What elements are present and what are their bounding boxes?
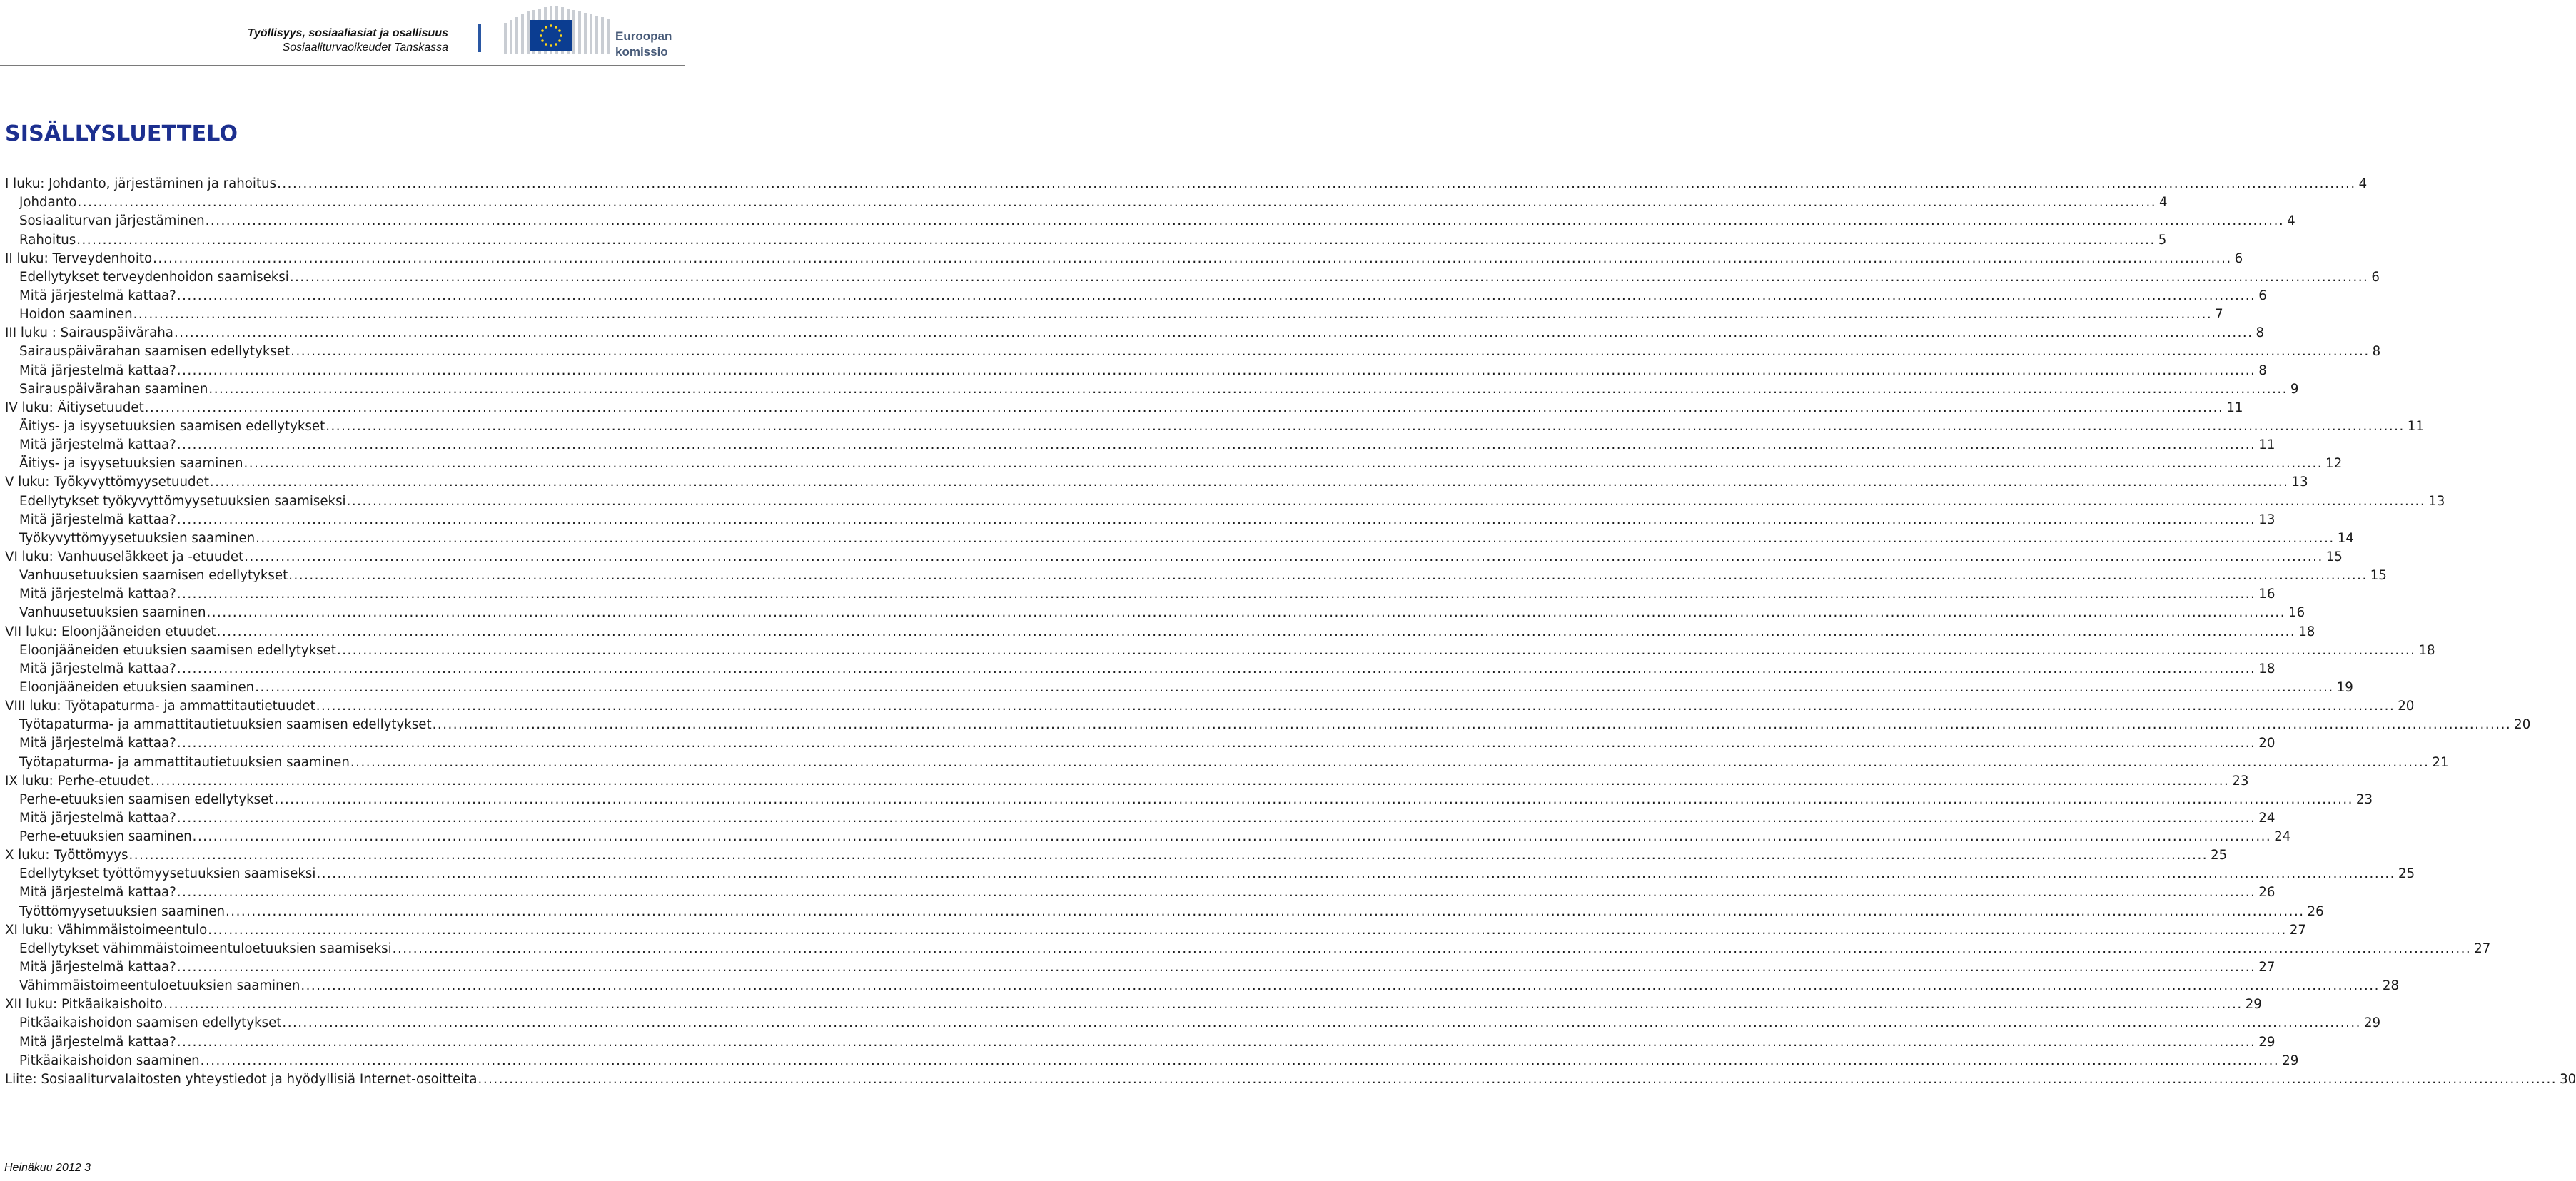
toc-entry-title: Liite: Sosiaaliturvalaitosten yhteystiedot ja hyödyllisiä Internet-osoitteita	[5, 1071, 478, 1087]
logo-text-line2: komissio	[615, 45, 668, 59]
toc-entry-page: 20	[2398, 699, 2415, 714]
eu-flag-icon	[530, 20, 572, 51]
toc-entry-title: IX luku: Perhe-etuudet	[5, 773, 150, 789]
toc-entry[interactable]	[5, 958, 2276, 977]
toc-entry-page: 25	[2398, 866, 2415, 882]
toc-entry-title: Mitä järjestelmä kattaa?	[19, 587, 176, 602]
logo-text	[615, 29, 672, 60]
toc-leader-dots: ................................................................................................................................................................................................................................................................................................................................................................................................................	[289, 269, 2369, 285]
table-of-contents	[5, 175, 2576, 1089]
toc-entry[interactable]	[5, 567, 2387, 585]
toc-entry-page: 20	[2258, 736, 2276, 751]
toc-entry[interactable]	[5, 399, 2243, 417]
toc-leader-dots: ................................................................................................................................................................................................................................................................................................................................................................................................................	[176, 885, 2256, 901]
toc-entry-title: Mitä järjestelmä kattaa?	[19, 288, 176, 303]
toc-entry-title: Työtapaturma- ja ammattitautietuuksien saamisen edellytykset	[19, 717, 432, 733]
toc-entry[interactable]	[5, 716, 2531, 734]
toc-leader-dots: ................................................................................................................................................................................................................................................................................................................................................................................................................	[176, 736, 2256, 751]
toc-leader-dots: ................................................................................................................................................................................................................................................................................................................................................................................................................	[205, 213, 2285, 229]
toc-entry[interactable]	[5, 1014, 2381, 1033]
toc-entry-page: 18	[2298, 624, 2315, 639]
toc-entry[interactable]	[5, 548, 2343, 567]
toc-entry[interactable]	[5, 305, 2223, 324]
toc-entry-title: Sairauspäivärahan saaminen	[19, 381, 208, 397]
toc-entry-page: 13	[2428, 493, 2445, 509]
toc-entry-page: 8	[2256, 325, 2265, 341]
toc-leader-dots: ................................................................................................................................................................................................................................................................................................................................................................................................................	[133, 307, 2213, 323]
toc-entry-title: Mitä järjestelmä kattaa?	[19, 810, 176, 826]
toc-entry-page: 29	[2258, 1034, 2276, 1050]
toc-entry-title: VI luku: Vanhuuseläkkeet ja -etuudet	[5, 549, 244, 564]
toc-entry-page: 16	[2288, 605, 2305, 621]
toc-entry[interactable]	[5, 828, 2291, 846]
toc-entry-title: Johdanto	[19, 195, 77, 211]
toc-entry-title: Mitä järjestelmä kattaa?	[19, 363, 176, 378]
toc-entry[interactable]	[5, 585, 2276, 604]
toc-leader-dots: ................................................................................................................................................................................................................................................................................................................................................................................................................	[208, 922, 2287, 938]
toc-entry-title: Edellytykset työkyvyttömyysetuuksien saamiseksi	[19, 493, 346, 509]
toc-entry-page: 29	[2282, 1053, 2299, 1068]
toc-entry-title: IV luku: Äitiysetuudet	[5, 400, 144, 415]
toc-entry-title: Mitä järjestelmä kattaa?	[19, 960, 176, 975]
toc-entry-page: 5	[2158, 232, 2167, 248]
toc-entry-page: 15	[2370, 568, 2387, 584]
toc-leader-dots: ................................................................................................................................................................................................................................................................................................................................................................................................................	[336, 642, 2416, 658]
toc-leader-dots: ................................................................................................................................................................................................................................................................................................................................................................................................................	[176, 810, 2256, 826]
toc-entry-page: 25	[2211, 848, 2228, 863]
header-divider	[478, 24, 481, 52]
toc-entry[interactable]	[5, 642, 2435, 660]
toc-leader-dots: ................................................................................................................................................................................................................................................................................................................................................................................................................	[478, 1071, 2557, 1087]
toc-entry-title: VIII luku: Työtapaturma- ja ammattitautietuudet	[5, 699, 315, 714]
toc-entry-page: 6	[2371, 269, 2380, 285]
toc-entry-page: 8	[2258, 363, 2267, 378]
toc-entry[interactable]	[5, 455, 2343, 473]
toc-entry[interactable]	[5, 753, 2449, 771]
toc-entry-title: Perhe-etuuksien saamisen edellytykset	[19, 791, 274, 807]
toc-leader-dots: ................................................................................................................................................................................................................................................................................................................................................................................................................	[277, 176, 2356, 192]
toc-leader-dots: ................................................................................................................................................................................................................................................................................................................................................................................................................	[325, 418, 2405, 434]
header-title-block	[248, 26, 448, 55]
toc-leader-dots: ................................................................................................................................................................................................................................................................................................................................................................................................................	[176, 437, 2256, 453]
toc-leader-dots: ................................................................................................................................................................................................................................................................................................................................................................................................................	[255, 679, 2334, 695]
header-subtitle: Sosiaaliturvaoikeudet Tanskassa	[282, 41, 448, 54]
toc-leader-dots: ................................................................................................................................................................................................................................................................................................................................................................................................................	[256, 530, 2335, 546]
toc-entry-page: 13	[2291, 475, 2308, 490]
toc-entry[interactable]	[5, 212, 2295, 230]
page-footer: Heinäkuu 2012 3	[4, 1162, 91, 1174]
toc-entry-page: 19	[2336, 679, 2353, 695]
toc-entry[interactable]	[5, 324, 2265, 343]
toc-entry[interactable]	[5, 1052, 2299, 1070]
toc-entry[interactable]	[5, 791, 2373, 809]
toc-entry-title: Mitä järjestelmä kattaa?	[19, 736, 176, 751]
toc-entry-page: 4	[2159, 195, 2168, 211]
toc-entry-title: III luku : Sairauspäiväraha	[5, 325, 173, 341]
toc-entry-page: 6	[2234, 250, 2243, 266]
toc-entry[interactable]	[5, 622, 2315, 641]
toc-entry[interactable]	[5, 921, 2306, 940]
toc-entry[interactable]	[5, 268, 2380, 287]
toc-entry-title: XII luku: Pitkäaikaishoito	[5, 997, 163, 1013]
toc-entry-title: Eloonjääneiden etuuksien saaminen	[19, 679, 255, 695]
toc-leader-dots: ................................................................................................................................................................................................................................................................................................................................................................................................................	[76, 232, 2156, 248]
toc-entry-page: 20	[2514, 717, 2531, 733]
toc-entry-page: 26	[2307, 903, 2324, 919]
toc-leader-dots: ................................................................................................................................................................................................................................................................................................................................................................................................................	[208, 381, 2288, 397]
toc-entry-title: Edellytykset vähimmäistoimeentuloetuuksien saamiseksi	[19, 941, 392, 956]
toc-entry[interactable]	[5, 940, 2491, 958]
toc-entry-page: 29	[2245, 997, 2262, 1013]
toc-entry[interactable]	[5, 995, 2262, 1014]
toc-heading: SISÄLLYSLUETTELO	[5, 121, 238, 146]
toc-leader-dots: ................................................................................................................................................................................................................................................................................................................................................................................................................	[300, 978, 2380, 994]
toc-entry[interactable]	[5, 883, 2276, 902]
toc-entry[interactable]	[5, 529, 2354, 548]
toc-entry-title: V luku: Työkyvyttömyysetuudet	[5, 475, 209, 490]
toc-leader-dots: ................................................................................................................................................................................................................................................................................................................................................................................................................	[163, 997, 2243, 1013]
toc-entry-title: Työttömyysetuuksien saaminen	[19, 903, 225, 919]
toc-entry[interactable]	[5, 473, 2308, 492]
toc-leader-dots: ................................................................................................................................................................................................................................................................................................................................................................................................................	[176, 363, 2256, 378]
toc-entry[interactable]	[5, 436, 2276, 455]
toc-entry[interactable]	[5, 193, 2168, 212]
toc-leader-dots: ................................................................................................................................................................................................................................................................................................................................................................................................................	[315, 699, 2395, 714]
toc-entry-page: 14	[2337, 530, 2354, 546]
toc-entry[interactable]	[5, 660, 2276, 679]
toc-entry-title: Työkyvyttömyysetuuksien saaminen	[19, 530, 256, 546]
toc-leader-dots: ................................................................................................................................................................................................................................................................................................................................................................................................................	[274, 791, 2353, 807]
toc-entry-title: Pitkäaikaishoidon saaminen	[19, 1053, 200, 1068]
toc-entry-page: 16	[2258, 587, 2276, 602]
toc-entry-page: 27	[2258, 960, 2276, 975]
toc-leader-dots: ................................................................................................................................................................................................................................................................................................................................................................................................................	[291, 344, 2370, 360]
toc-entry[interactable]	[5, 361, 2267, 380]
toc-entry[interactable]	[5, 772, 2249, 791]
toc-entry-title: Mitä järjestelmä kattaa?	[19, 512, 176, 527]
toc-entry-page: 8	[2372, 344, 2381, 360]
toc-entry[interactable]	[5, 977, 2400, 995]
toc-leader-dots: ................................................................................................................................................................................................................................................................................................................................................................................................................	[244, 549, 2323, 564]
toc-entry-title: Vähimmäistoimeentuloetuuksien saaminen	[19, 978, 300, 994]
toc-leader-dots: ................................................................................................................................................................................................................................................................................................................................................................................................................	[216, 624, 2296, 639]
toc-entry-title: Edellytykset työttömyysetuuksien saamiseksi	[19, 866, 316, 882]
toc-entry[interactable]	[5, 809, 2276, 828]
toc-entry[interactable]	[5, 865, 2415, 883]
toc-entry[interactable]	[5, 1070, 2576, 1089]
toc-entry-page: 29	[2363, 1015, 2381, 1031]
toc-entry-title: Mitä järjestelmä kattaa?	[19, 437, 176, 453]
toc-entry-title: Eloonjääneiden etuuksien saamisen edellytykset	[19, 642, 336, 658]
toc-entry-page: 23	[2355, 791, 2373, 807]
toc-entry-title: Vanhuusetuuksien saamisen edellytykset	[19, 568, 288, 584]
toc-leader-dots: ................................................................................................................................................................................................................................................................................................................................................................................................................	[128, 848, 2208, 863]
toc-leader-dots: ................................................................................................................................................................................................................................................................................................................................................................................................................	[144, 400, 2224, 415]
toc-entry-page: 12	[2325, 456, 2343, 472]
toc-entry-title: Edellytykset terveydenhoidon saamiseksi	[19, 269, 289, 285]
toc-leader-dots: ................................................................................................................................................................................................................................................................................................................................................................................................................	[346, 493, 2426, 509]
toc-entry-title: Äitiys- ja isyysetuuksien saamisen edellytykset	[19, 418, 325, 434]
toc-entry[interactable]	[5, 380, 2299, 399]
toc-entry-page: 27	[2474, 941, 2491, 956]
toc-leader-dots: ................................................................................................................................................................................................................................................................................................................................................................................................................	[176, 288, 2256, 303]
toc-entry-page: 18	[2258, 661, 2276, 676]
toc-entry-title: VII luku: Eloonjääneiden etuudet	[5, 624, 216, 639]
page-header	[0, 0, 685, 66]
toc-entry[interactable]	[5, 679, 2353, 697]
toc-entry-page: 11	[2258, 437, 2276, 453]
toc-entry-page: 9	[2290, 381, 2299, 397]
toc-leader-dots: ................................................................................................................................................................................................................................................................................................................................................................................................................	[206, 605, 2285, 621]
toc-entry-page: 6	[2258, 288, 2267, 303]
toc-entry-title: Hoidon saaminen	[19, 307, 133, 323]
toc-entry[interactable]	[5, 417, 2424, 436]
toc-entry-title: X luku: Työttömyys	[5, 848, 128, 863]
toc-entry-page: 21	[2432, 754, 2449, 770]
toc-entry-page: 11	[2407, 418, 2424, 434]
toc-leader-dots: ................................................................................................................................................................................................................................................................................................................................................................................................................	[226, 903, 2305, 919]
toc-entry-title: Mitä järjestelmä kattaa?	[19, 885, 176, 901]
toc-leader-dots: ................................................................................................................................................................................................................................................................................................................................................................................................................	[200, 1053, 2280, 1068]
toc-leader-dots: ................................................................................................................................................................................................................................................................................................................................................................................................................	[176, 661, 2256, 676]
toc-leader-dots: ................................................................................................................................................................................................................................................................................................................................................................................................................	[176, 512, 2256, 527]
toc-entry[interactable]	[5, 343, 2381, 361]
logo-text-line1: Euroopan	[615, 29, 672, 43]
toc-entry-page: 24	[2274, 829, 2291, 845]
toc-leader-dots: ................................................................................................................................................................................................................................................................................................................................................................................................................	[176, 960, 2256, 975]
toc-entry-title: XI luku: Vähimmäistoimeentulo	[5, 922, 208, 938]
toc-leader-dots: ................................................................................................................................................................................................................................................................................................................................................................................................................	[176, 1034, 2256, 1050]
toc-entry-title: I luku: Johdanto, järjestäminen ja rahoitus	[5, 176, 277, 192]
toc-entry-title: Rahoitus	[19, 232, 76, 248]
toc-leader-dots: ................................................................................................................................................................................................................................................................................................................................................................................................................	[316, 866, 2395, 882]
toc-entry[interactable]	[5, 511, 2276, 529]
toc-entry-title: Perhe-etuuksien saaminen	[19, 829, 192, 845]
toc-entry-page: 7	[2215, 307, 2223, 323]
toc-entry-page: 11	[2226, 400, 2243, 415]
toc-entry[interactable]	[5, 1033, 2276, 1051]
toc-entry[interactable]	[5, 250, 2243, 268]
toc-entry-title: II luku: Terveydenhoito	[5, 250, 153, 266]
toc-leader-dots: ................................................................................................................................................................................................................................................................................................................................................................................................................	[176, 587, 2256, 602]
toc-leader-dots: ................................................................................................................................................................................................................................................................................................................................................................................................................	[350, 754, 2430, 770]
toc-entry-title: Pitkäaikaishoidon saamisen edellytykset	[19, 1015, 282, 1031]
toc-leader-dots: ................................................................................................................................................................................................................................................................................................................................................................................................................	[392, 941, 2472, 956]
toc-entry-page: 24	[2258, 810, 2276, 826]
toc-entry-title: Työtapaturma- ja ammattitautietuuksien saaminen	[19, 754, 350, 770]
toc-entry-page: 27	[2289, 922, 2306, 938]
toc-entry-page: 13	[2258, 512, 2276, 527]
toc-entry-title: Vanhuusetuuksien saaminen	[19, 605, 206, 621]
toc-leader-dots: ................................................................................................................................................................................................................................................................................................................................................................................................................	[153, 250, 2232, 266]
toc-entry-title: Sairauspäivärahan saamisen edellytykset	[19, 344, 291, 360]
toc-entry-title: Sosiaaliturvan järjestäminen	[19, 213, 205, 229]
toc-entry[interactable]	[5, 697, 2415, 716]
toc-entry[interactable]	[5, 492, 2445, 510]
toc-entry[interactable]	[5, 846, 2228, 865]
toc-entry-page: 23	[2232, 773, 2249, 789]
toc-leader-dots: ................................................................................................................................................................................................................................................................................................................................................................................................................	[150, 773, 2230, 789]
toc-leader-dots: ................................................................................................................................................................................................................................................................................................................................................................................................................	[192, 829, 2272, 845]
toc-entry-page: 4	[2358, 176, 2368, 192]
toc-entry-page: 28	[2382, 978, 2400, 994]
toc-entry-page: 26	[2258, 885, 2276, 901]
toc-entry[interactable]	[5, 734, 2276, 753]
toc-entry-title: Mitä järjestelmä kattaa?	[19, 1034, 176, 1050]
toc-leader-dots: ................................................................................................................................................................................................................................................................................................................................................................................................................	[243, 456, 2323, 472]
toc-leader-dots: ................................................................................................................................................................................................................................................................................................................................................................................................................	[77, 195, 2157, 211]
toc-entry[interactable]	[5, 604, 2305, 622]
toc-entry-page: 18	[2418, 642, 2435, 658]
toc-leader-dots: ................................................................................................................................................................................................................................................................................................................................................................................................................	[288, 568, 2368, 584]
toc-leader-dots: ................................................................................................................................................................................................................................................................................................................................................................................................................	[209, 475, 2289, 490]
toc-entry-page: 30	[2560, 1071, 2576, 1087]
toc-entry-page: 15	[2325, 549, 2343, 564]
toc-entry[interactable]	[5, 230, 2167, 249]
toc-entry-title: Äitiys- ja isyysetuuksien saaminen	[19, 456, 243, 472]
toc-entry-title: Mitä järjestelmä kattaa?	[19, 661, 176, 676]
toc-entry[interactable]	[5, 287, 2267, 305]
toc-leader-dots: ................................................................................................................................................................................................................................................................................................................................................................................................................	[282, 1015, 2361, 1031]
toc-entry-page: 4	[2287, 213, 2295, 229]
header-rule	[0, 65, 685, 66]
toc-leader-dots: ................................................................................................................................................................................................................................................................................................................................................................................................................	[173, 325, 2253, 341]
toc-leader-dots: ................................................................................................................................................................................................................................................................................................................................................................................................................	[432, 717, 2512, 733]
toc-entry[interactable]	[5, 902, 2324, 921]
header-title: Työllisyys, sosiaaliasiat ja osallisuus	[247, 27, 448, 39]
toc-entry[interactable]	[5, 175, 2368, 193]
